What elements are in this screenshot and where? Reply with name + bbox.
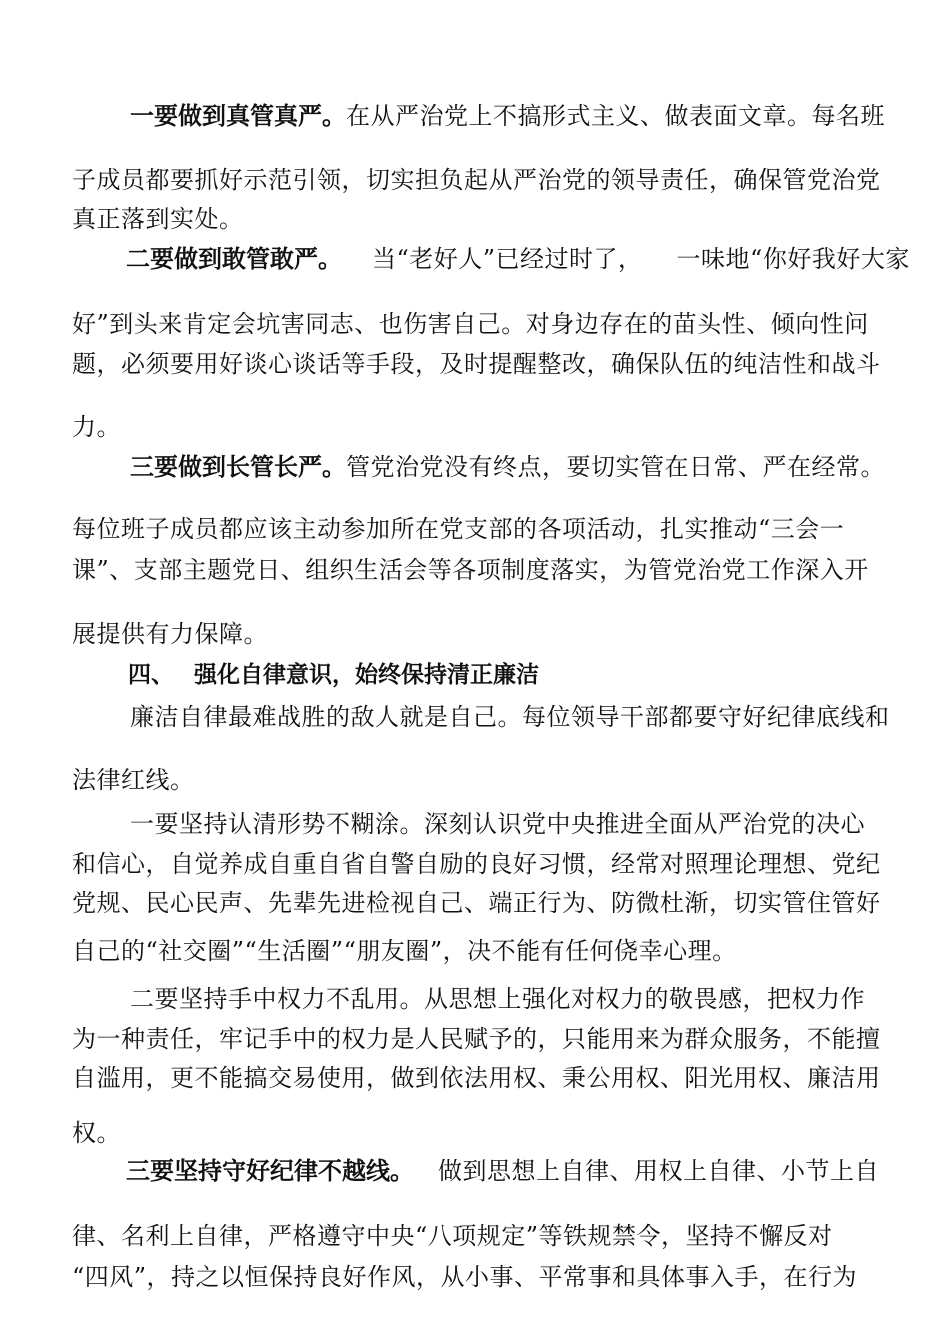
paragraph-line: 二要坚持手中权力不乱用。从思想上强化对权力的敬畏感，把权力作 bbox=[130, 985, 865, 1013]
paragraph-line: 法律红线。 bbox=[72, 766, 195, 794]
paragraph-line: 廉洁自律最难战胜的敌人就是自己。每位领导干部都要守好纪律底线和 bbox=[130, 703, 890, 731]
paragraph-line: 党规、民心民声、先辈先进检视自己、端正行为、防微杜渐，切实管住管好 bbox=[72, 889, 881, 917]
paragraph-line: 展提供有力保障。 bbox=[72, 620, 268, 648]
paragraph-line bbox=[130, 101, 885, 131]
section-title: 强化自律意识，始终保持清正廉洁 bbox=[194, 662, 539, 688]
paragraph-line: 自滥用，更不能搞交易使用，做到依法用权、秉公用权、阳光用权、廉洁用 bbox=[72, 1064, 881, 1092]
paragraph-heading: 二要做到敢管敢严。 bbox=[126, 245, 342, 273]
paragraph-text: 在从严治党上不搞形式主义、做表面文章。每名班 bbox=[346, 102, 885, 130]
paragraph-text: 一味地“你好我好大家 bbox=[676, 245, 910, 273]
paragraph-line: 真正落到实处。 bbox=[72, 205, 244, 233]
paragraph-line bbox=[126, 244, 910, 274]
paragraph-line: 每位班子成员都应该主动参加所在党支部的各项活动，扎实推动“三会一 bbox=[72, 515, 845, 543]
paragraph-heading: 三要做到长管长严。 bbox=[130, 453, 346, 481]
paragraph-text: 管党治党没有终点，要切实管在日常、严在经常。 bbox=[346, 453, 885, 481]
paragraph-heading: 三要坚持守好纪律不越线。 bbox=[126, 1157, 414, 1185]
paragraph-line: 律、名利上自律，严格遵守中央“八项规定”等铁规禁令，坚持不懈反对 bbox=[72, 1222, 833, 1250]
paragraph-line: 力。 bbox=[72, 413, 121, 441]
paragraph-line bbox=[126, 1156, 879, 1186]
paragraph-line: 题，必须要用好谈心谈话等手段，及时提醒整改，确保队伍的纯洁性和战斗 bbox=[72, 350, 881, 378]
paragraph-line: 子成员都要抓好示范引领，切实担负起从严治党的领导责任，确保管党治党 bbox=[72, 166, 881, 194]
paragraph-line: 和信心，自觉养成自重自省自警自励的良好习惯，经常对照理论理想、党纪 bbox=[72, 850, 881, 878]
section-heading bbox=[128, 660, 539, 690]
paragraph-line: 课”、支部主题党日、组织生活会等各项制度落实，为管党治党工作深入开 bbox=[72, 556, 869, 584]
paragraph-line: 为一种责任，牢记手中的权力是人民赋予的，只能用来为群众服务，不能擅 bbox=[72, 1025, 881, 1053]
paragraph-line: 权。 bbox=[72, 1119, 121, 1147]
paragraph-line: 一要坚持认清形势不糊涂。深刻认识党中央推进全面从严治党的决心 bbox=[130, 810, 865, 838]
paragraph-text: 做到思想上自律、用权上自律、小节上自 bbox=[438, 1157, 879, 1185]
paragraph-line bbox=[130, 452, 885, 482]
paragraph-text: 当“老好人”已经过时了， bbox=[372, 245, 643, 273]
paragraph-line: 自己的“社交圈”“生活圈”“朋友圈”，决不能有任何侥幸心理。 bbox=[72, 937, 737, 965]
paragraph-line: 好”到头来肯定会坑害同志、也伤害自己。对身边存在的苗头性、倾向性问 bbox=[72, 310, 869, 338]
section-number: 四、 bbox=[128, 662, 174, 688]
paragraph-line: “四风”，持之以恒保持良好作风，从小事、平常事和具体事入手，在行为 bbox=[72, 1263, 858, 1291]
paragraph-heading: 一要做到真管真严。 bbox=[130, 102, 346, 130]
